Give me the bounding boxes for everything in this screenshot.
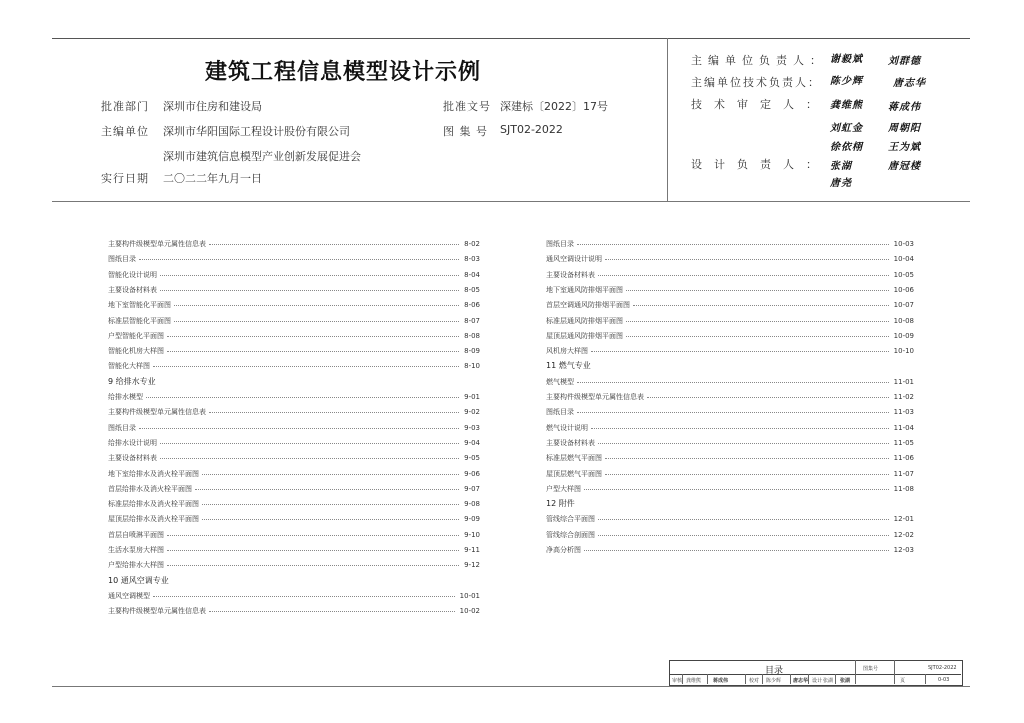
signature: 王为斌 xyxy=(888,142,921,153)
toc-item xyxy=(546,377,914,387)
toc-item-page: 9-11 xyxy=(464,546,480,554)
toc-leader-dots xyxy=(626,336,889,337)
toc-item xyxy=(546,300,914,310)
toc-leader-dots xyxy=(167,351,459,352)
toc-item-title: 主要构件级模型单元属性信息表 xyxy=(108,607,206,616)
toc-section-heading: 9 给排水专业 xyxy=(108,376,156,386)
toc-item-title: 生活水泵房大样图 xyxy=(108,546,164,554)
signature: 蒋成伟 xyxy=(713,678,729,684)
toc-item-title: 标准层给排水及消火栓平面图 xyxy=(108,500,199,509)
toc-item-title: 地下室通风防排烟平面图 xyxy=(546,285,623,294)
toc-item-page: 10-08 xyxy=(893,316,914,325)
toc-item-page: 9-12 xyxy=(464,561,480,570)
toc-leader-dots xyxy=(160,290,459,291)
toc-item-page: 9-09 xyxy=(464,515,480,524)
toc-leader-dots xyxy=(626,290,889,291)
toc-item-page: 9-03 xyxy=(464,423,480,432)
frame-bottom-line xyxy=(52,686,970,687)
signature: 张湖 xyxy=(830,161,852,172)
toc-item-title: 智能化设计说明 xyxy=(108,270,157,279)
toc-item-page: 8-06 xyxy=(464,301,480,310)
toc-item xyxy=(546,407,914,417)
toc-leader-dots xyxy=(167,565,459,566)
toc-leader-dots xyxy=(160,443,459,444)
toc-leader-dots xyxy=(153,596,455,597)
toc-item-title: 主要设备材料表 xyxy=(546,270,595,279)
toc-item-title: 图纸目录 xyxy=(108,423,136,432)
toc-item-title: 屋顶层给排水及消火栓平面图 xyxy=(108,515,199,524)
toc-leader-dots xyxy=(209,611,455,612)
toc-leader-dots xyxy=(605,474,889,475)
toc-item xyxy=(546,392,914,402)
toc-item-page: 8-09 xyxy=(464,347,480,356)
toc-leader-dots xyxy=(202,504,459,505)
toc-item-page: 8-04 xyxy=(464,270,480,279)
toc-item-page: 9-04 xyxy=(464,438,480,447)
toc-leader-dots xyxy=(174,305,459,306)
toc-item-title: 燃气设计说明 xyxy=(546,423,588,432)
title-block-cell-line xyxy=(707,674,708,684)
toc-item xyxy=(108,270,480,280)
toc-item-title: 主要构件级模型单元属性信息表 xyxy=(108,240,206,248)
toc-right-column xyxy=(546,239,914,579)
title-block-cell-line xyxy=(682,674,683,684)
toc-item xyxy=(108,530,480,540)
toc-item xyxy=(108,254,480,264)
toc-item-title: 通风空调设计说明 xyxy=(546,255,602,264)
toc-item-title: 智能化机房大样图 xyxy=(108,347,164,356)
page-title: 建筑工程信息模型设计示例 xyxy=(205,60,482,85)
toc-item-page: 9-02 xyxy=(464,408,480,417)
toc-section-heading: 10 通风空调专业 xyxy=(108,575,169,585)
header-divider xyxy=(667,38,668,201)
toc-item xyxy=(546,545,914,555)
toc-item-title: 管线综合剖面图 xyxy=(546,530,595,539)
toc-item-title: 净高分析图 xyxy=(546,546,581,554)
toc-leader-dots xyxy=(139,259,459,260)
toc-item-page: 10-09 xyxy=(893,331,914,340)
title-block-atlas-label: 图集号 xyxy=(863,666,879,672)
toc-item-page: 8-03 xyxy=(464,255,480,264)
toc-item xyxy=(108,423,480,433)
toc-item xyxy=(108,285,480,295)
toc-item xyxy=(546,270,914,280)
toc-item-title: 地下室给排水及消火栓平面图 xyxy=(108,469,199,478)
frame-middle-line xyxy=(52,201,970,202)
toc-item-title: 图纸目录 xyxy=(546,240,574,248)
toc-item-title: 燃气模型 xyxy=(546,377,574,386)
toc-item-page: 9-01 xyxy=(464,393,480,401)
toc-item-title: 标准层智能化平面图 xyxy=(108,316,171,325)
toc-leader-dots xyxy=(598,443,889,444)
toc-leader-dots xyxy=(202,519,459,520)
effective-date: 二〇二二年九月一日 xyxy=(163,172,262,185)
toc-item-title: 屋顶层通风防排烟平面图 xyxy=(546,331,623,340)
toc-item xyxy=(108,407,480,417)
title-block-cell-line xyxy=(790,674,791,684)
signature: 徐依栩 xyxy=(830,142,863,153)
toc-item-title: 标准层燃气平面图 xyxy=(546,454,602,463)
toc-leader-dots xyxy=(591,351,889,352)
toc-item-title: 主要设备材料表 xyxy=(108,285,157,294)
toc-item-title: 图纸目录 xyxy=(108,255,136,264)
toc-leader-dots xyxy=(626,321,889,322)
toc-item-title: 通风空调模型 xyxy=(108,591,150,600)
toc-item-title: 户型大样图 xyxy=(546,484,581,493)
toc-item-title: 户型给排水大样图 xyxy=(108,561,164,570)
toc-item xyxy=(546,346,914,356)
toc-item-page: 11-04 xyxy=(893,423,914,432)
signature: 唐尧 xyxy=(830,178,852,189)
toc-item-page: 10-02 xyxy=(459,607,480,616)
toc-leader-dots xyxy=(598,535,889,536)
toc-left-column xyxy=(108,239,480,639)
toc-leader-dots xyxy=(605,458,889,459)
toc-item xyxy=(546,316,914,326)
signature: 周朝阳 xyxy=(888,123,921,134)
toc-item xyxy=(108,392,480,402)
toc-leader-dots xyxy=(584,550,889,551)
toc-leader-dots xyxy=(577,412,889,413)
toc-item-page: 11-08 xyxy=(893,484,914,493)
title-block-cell-line xyxy=(835,674,836,684)
toc-item xyxy=(108,316,480,326)
title-block-design-name: 张湖 xyxy=(823,678,834,684)
toc-leader-dots xyxy=(598,275,889,276)
approve-dept-label: 批准部门 xyxy=(101,100,149,113)
toc-item-page: 8-08 xyxy=(464,331,480,340)
effective-date-label: 实行日期 xyxy=(101,172,149,185)
toc-item-page: 10-10 xyxy=(893,347,914,356)
toc-item-page: 9-05 xyxy=(464,454,480,463)
toc-item xyxy=(108,346,480,356)
title-block-cell-line xyxy=(855,660,856,684)
toc-item xyxy=(108,606,480,616)
toc-item-page: 10-04 xyxy=(893,255,914,264)
toc-item xyxy=(108,453,480,463)
toc-leader-dots xyxy=(195,489,459,490)
toc-leader-dots xyxy=(160,458,459,459)
editor-unit-2: 深圳市建筑信息模型产业创新发展促进会 xyxy=(163,150,361,163)
toc-item-title: 地下室智能化平面图 xyxy=(108,301,171,310)
toc-item xyxy=(546,285,914,295)
toc-item xyxy=(108,300,480,310)
toc-section-heading: 12 附件 xyxy=(546,499,575,509)
toc-leader-dots xyxy=(202,474,459,475)
title-block-cell-line xyxy=(808,674,809,684)
toc-item-title: 首层给排水及消火栓平面图 xyxy=(108,484,192,493)
toc-item-page: 12-01 xyxy=(893,515,914,524)
tech-head-label: 主编单位技术负责人： xyxy=(691,76,821,89)
title-block-page-label: 页 xyxy=(900,678,906,684)
toc-item xyxy=(108,560,480,570)
toc-leader-dots xyxy=(591,428,889,429)
toc-item xyxy=(546,331,914,341)
toc-item xyxy=(546,438,914,448)
toc-leader-dots xyxy=(209,244,459,245)
toc-item xyxy=(108,514,480,524)
toc-item xyxy=(546,254,914,264)
toc-item-page: 11-05 xyxy=(893,438,914,447)
toc-item-title: 主要构件级模型单元属性信息表 xyxy=(546,393,644,401)
unit-head-label: 主编单位负责人： xyxy=(691,54,827,67)
toc-leader-dots xyxy=(153,366,459,367)
title-block-cell-line xyxy=(925,674,926,684)
toc-item-page: 10-01 xyxy=(459,591,480,600)
toc-item xyxy=(108,469,480,479)
toc-item xyxy=(546,514,914,524)
toc-item xyxy=(108,591,480,601)
title-block-name: 目录 xyxy=(765,666,784,676)
signature: 刘虹金 xyxy=(830,123,863,134)
toc-leader-dots xyxy=(139,428,459,429)
toc-item-title: 屋顶层燃气平面图 xyxy=(546,469,602,478)
toc-item-title: 主要构件级模型单元属性信息表 xyxy=(108,408,206,417)
toc-item-title: 主要设备材料表 xyxy=(546,438,595,447)
toc-item-page: 9-07 xyxy=(464,484,480,493)
approve-doc-label: 批准文号 xyxy=(443,100,491,113)
editor-unit-label: 主编单位 xyxy=(101,125,149,138)
toc-item xyxy=(546,453,914,463)
title-block-divider xyxy=(669,674,961,675)
toc-item-page: 10-05 xyxy=(893,270,914,279)
toc-item-page: 11-06 xyxy=(893,454,914,463)
toc-leader-dots xyxy=(577,382,889,383)
toc-item-title: 图纸目录 xyxy=(546,408,574,417)
toc-item xyxy=(108,361,480,371)
toc-item-page: 11-01 xyxy=(893,377,914,386)
toc-leader-dots xyxy=(577,244,889,245)
title-block-cell-line xyxy=(894,660,895,684)
toc-item-page: 8-10 xyxy=(464,362,480,371)
signature: 蒋成伟 xyxy=(888,102,921,113)
atlas-no-label: 图 集 号 xyxy=(443,125,488,138)
signature: 陈少辉 xyxy=(830,76,863,87)
signature: 刘群德 xyxy=(888,56,921,67)
toc-leader-dots xyxy=(209,412,459,413)
toc-leader-dots xyxy=(167,336,459,337)
signature: 龚维熊 xyxy=(830,100,863,111)
toc-leader-dots xyxy=(598,519,889,520)
toc-item-page: 10-06 xyxy=(893,285,914,294)
toc-item-page: 10-03 xyxy=(893,240,914,248)
signature: 唐志华 xyxy=(793,678,809,684)
toc-item xyxy=(108,545,480,555)
toc-item-title: 智能化大样图 xyxy=(108,362,150,371)
toc-item xyxy=(546,469,914,479)
toc-item xyxy=(546,239,914,249)
toc-item-page: 10-07 xyxy=(893,301,914,310)
toc-leader-dots xyxy=(633,305,889,306)
toc-leader-dots xyxy=(647,397,889,398)
toc-item-page: 8-05 xyxy=(464,285,480,294)
title-block-review-label: 审核 xyxy=(672,678,683,684)
signature: 谢毅斌 xyxy=(830,54,863,65)
design-label: 设计负责人： xyxy=(691,158,829,171)
toc-item-page: 12-03 xyxy=(893,546,914,554)
editor-unit-1: 深圳市华阳国际工程设计股份有限公司 xyxy=(163,125,350,138)
toc-item-title: 给排水模型 xyxy=(108,393,143,401)
atlas-no: SJT02-2022 xyxy=(500,123,563,136)
toc-leader-dots xyxy=(584,489,889,490)
title-block-design-label: 设计 xyxy=(812,678,823,684)
toc-leader-dots xyxy=(167,550,459,551)
title-block-review-name: 龚维熊 xyxy=(686,678,702,684)
toc-section-heading: 11 燃气专业 xyxy=(546,361,591,371)
toc-item xyxy=(108,438,480,448)
approve-doc: 深建标〔2022〕17号 xyxy=(500,100,608,113)
toc-item xyxy=(546,423,914,433)
toc-item-page: 9-10 xyxy=(464,530,480,539)
signature: 唐冠楼 xyxy=(888,161,921,172)
toc-item-title: 户型智能化平面图 xyxy=(108,331,164,340)
title-block-check-label: 校对 xyxy=(749,678,760,684)
review-label: 技术审定人： xyxy=(691,98,829,111)
title-block-page: 0-03 xyxy=(938,677,950,683)
toc-item-page: 11-03 xyxy=(893,408,914,417)
frame-top-line xyxy=(52,38,970,39)
toc-item-title: 主要设备材料表 xyxy=(108,454,157,463)
toc-item-page: 12-02 xyxy=(893,530,914,539)
toc-item-title: 管线综合平面图 xyxy=(546,515,595,524)
approve-dept: 深圳市住房和建设局 xyxy=(163,100,262,113)
toc-item-title: 风机房大样图 xyxy=(546,347,588,356)
toc-leader-dots xyxy=(174,321,459,322)
toc-leader-dots xyxy=(605,259,889,260)
toc-item-title: 首层自喷淋平面图 xyxy=(108,530,164,539)
toc-item xyxy=(108,239,480,249)
toc-leader-dots xyxy=(167,535,459,536)
toc-item xyxy=(108,499,480,509)
title-block-cell-line xyxy=(762,674,763,684)
toc-item-page: 9-06 xyxy=(464,469,480,478)
title-block-atlas-no: SJT02-2022 xyxy=(928,665,957,671)
toc-item xyxy=(546,530,914,540)
toc-item xyxy=(108,331,480,341)
toc-item-page: 8-07 xyxy=(464,316,480,325)
toc-leader-dots xyxy=(160,275,459,276)
toc-item-page: 8-02 xyxy=(464,240,480,248)
toc-item-title: 给排水设计说明 xyxy=(108,438,157,447)
toc-item-title: 首层空调通风防排烟平面图 xyxy=(546,301,630,310)
toc-item xyxy=(108,484,480,494)
toc-item-page: 11-02 xyxy=(893,393,914,401)
title-block-check-name: 陈少辉 xyxy=(766,678,782,684)
toc-item-page: 11-07 xyxy=(893,469,914,478)
toc-item xyxy=(546,484,914,494)
signature: 唐志华 xyxy=(893,78,926,89)
toc-item-page: 9-08 xyxy=(464,500,480,509)
toc-item-title: 标准层通风防排烟平面图 xyxy=(546,316,623,325)
title-block-cell-line xyxy=(745,674,746,684)
toc-leader-dots xyxy=(146,397,459,398)
signature: 张湖 xyxy=(840,678,851,684)
